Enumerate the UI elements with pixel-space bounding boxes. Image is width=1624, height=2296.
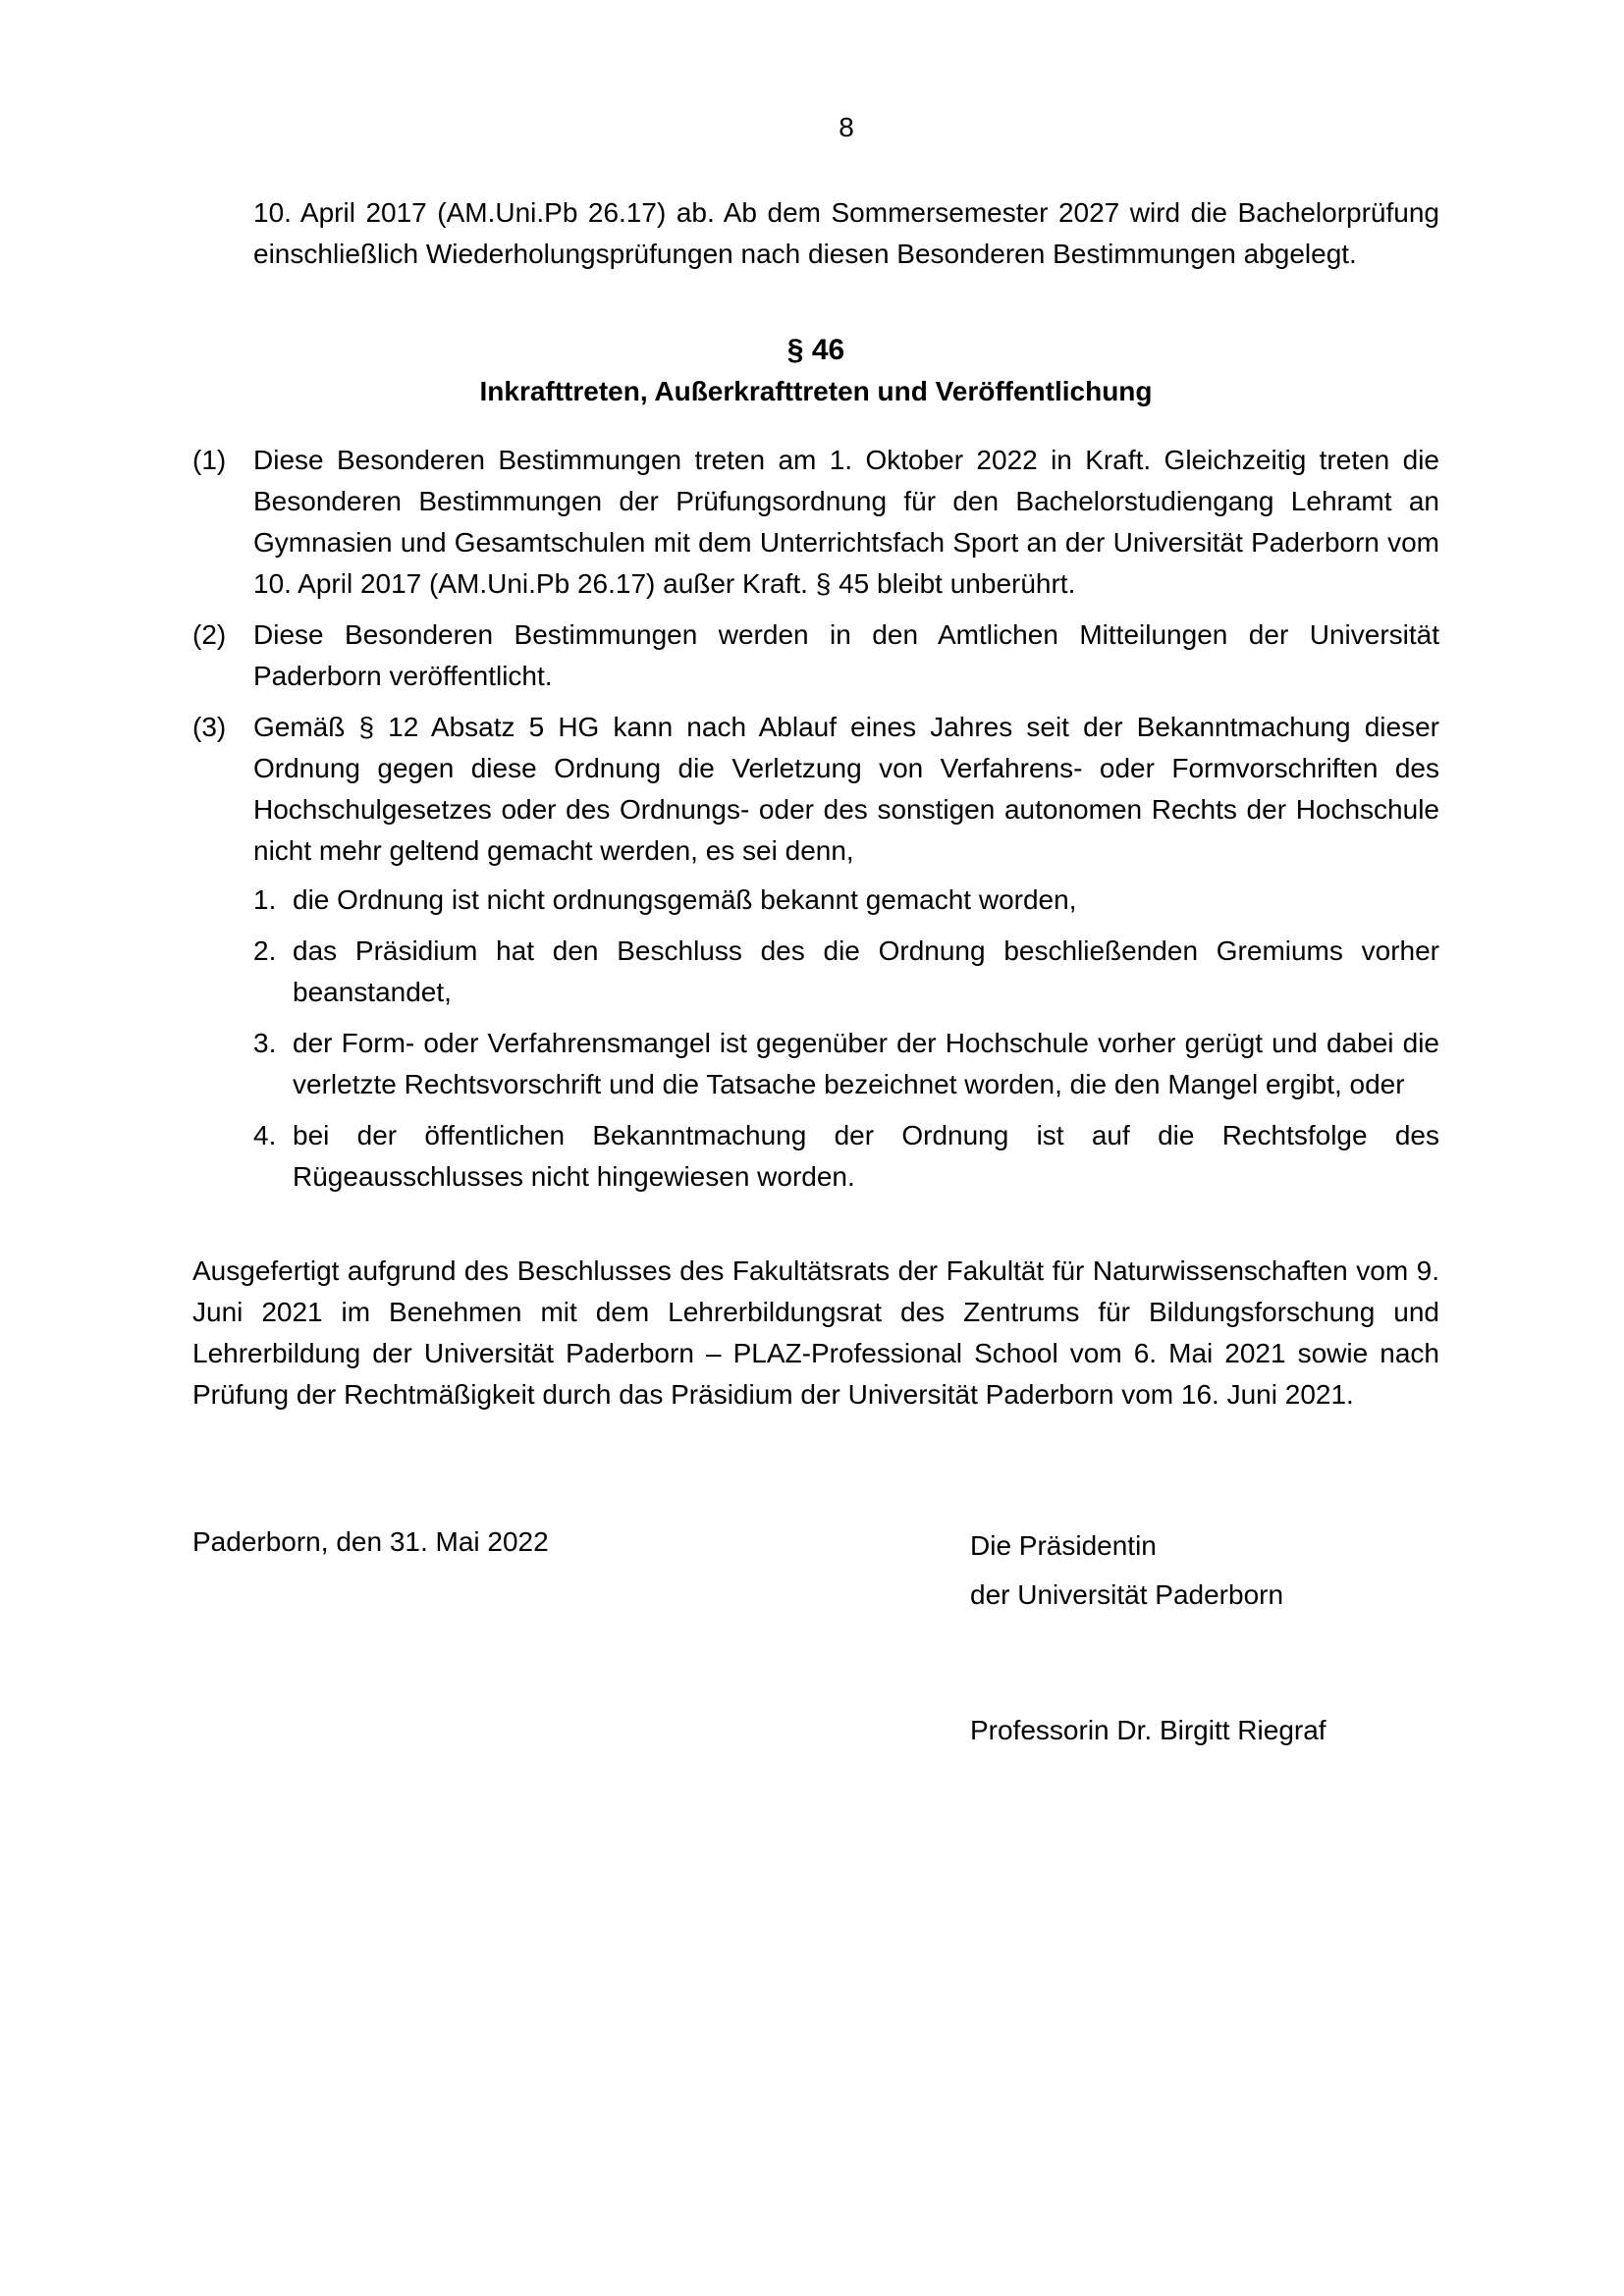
sub-item (253, 880, 1439, 921)
sub-item (253, 1115, 1439, 1198)
sub-item-number: 4. (253, 1120, 277, 1150)
paragraph-text: Gemäß § 12 Absatz 5 HG kann nach Ablauf eines Jahres seit der Bekanntmachung dieser Ordnung gegen diese Ordnung die Verletzung von Verfahrens- oder Formvorschriften des Hochschulgesetzes oder des Ordnungs- oder des sonstigen autonomen Rechts der Hochschule nicht mehr geltend gemacht werden, es sei denn, (253, 712, 1439, 866)
signature-role-line2: der Universität Paderborn (970, 1579, 1284, 1610)
sub-item-text: das Präsidium hat den Beschluss des die Ordnung beschließenden Gremiums vorher beanstandet, (293, 935, 1439, 1007)
paragraph-number: (1) (192, 445, 227, 475)
sub-item (253, 1023, 1439, 1105)
paragraph-text: Diese Besonderen Bestimmungen werden in den Amtlichen Mitteilungen der Universität Paderborn veröffentlicht. (253, 619, 1439, 691)
sub-item-text: bei der öffentlichen Bekanntmachung der Ordnung ist auf die Rechtsfolge des Rügeausschlusses nicht hingewiesen worden. (293, 1120, 1439, 1192)
place-date: Paderborn, den 31. Mai 2022 (192, 1526, 549, 1557)
paragraph-number: (3) (192, 712, 227, 742)
paragraph-list (192, 440, 1439, 1207)
section-heading (192, 330, 1439, 412)
sub-item-text: der Form- oder Verfahrensmangel ist gegenüber der Hochschule vorher gerügt und dabei die verletzte Rechtsvorschrift und die Tatsache bezeichnet worden, die den Mangel ergibt, oder (293, 1028, 1439, 1099)
sub-item-number: 1. (253, 884, 277, 915)
sub-item-number: 3. (253, 1028, 277, 1058)
sub-item (253, 931, 1439, 1013)
continuation-paragraph: 10. April 2017 (AM.Uni.Pb 26.17) ab. Ab dem Sommersemester 2027 wird die Bachelorprüfung einschließlich Wiederholungsprüfungen nach diesen Besonderen Bestimmungen abgelegt. (253, 197, 1439, 269)
signature-role-line1: Die Präsidentin (970, 1530, 1157, 1561)
paragraph-item (192, 614, 1439, 697)
sub-item-list (253, 880, 1439, 1198)
section-number: § 46 (786, 334, 845, 366)
sub-item-text: die Ordnung ist nicht ordnungsgemäß bekannt gemacht worden, (293, 884, 1077, 915)
page-number: 8 (839, 112, 854, 142)
section-title: Inkrafttreten, Außerkrafttreten und Veröffentlichung (479, 376, 1153, 406)
signature-block (970, 1522, 1283, 1620)
paragraph-text: Diese Besonderen Bestimmungen treten am 1. Oktober 2022 in Kraft. Gleichzeitig treten die Besonderen Bestimmungen der Prüfungsordnung für den Bachelorstudiengang Lehramt an Gymnasien und Gesamtschulen mit dem Unterrichtsfach Sport an der Universität Paderborn vom 10. April 2017 (AM.Uni.Pb 26.17) außer Kraft. § 45 bleibt unberührt. (253, 445, 1439, 599)
closing-paragraph: Ausgefertigt aufgrund des Beschlusses des Fakultätsrats der Fakultät für Naturwissenschaften vom 9. Juni 2021 im Benehmen mit dem Lehrerbildungsrat des Zentrums für Bildungsforschung und Lehrerbildung der Universität Paderborn – PLAZ-Professional School vom 6. Mai 2021 sowie nach Prüfung der Rechtmäßigkeit durch das Präsidium der Universität Paderborn vom 16. Juni 2021. (192, 1255, 1439, 1410)
paragraph-item (192, 707, 1439, 1198)
paragraph-number: (2) (192, 619, 227, 650)
sub-item-number: 2. (253, 935, 277, 966)
paragraph-item (192, 440, 1439, 605)
signer-name: Professorin Dr. Birgitt Riegraf (970, 1715, 1326, 1745)
